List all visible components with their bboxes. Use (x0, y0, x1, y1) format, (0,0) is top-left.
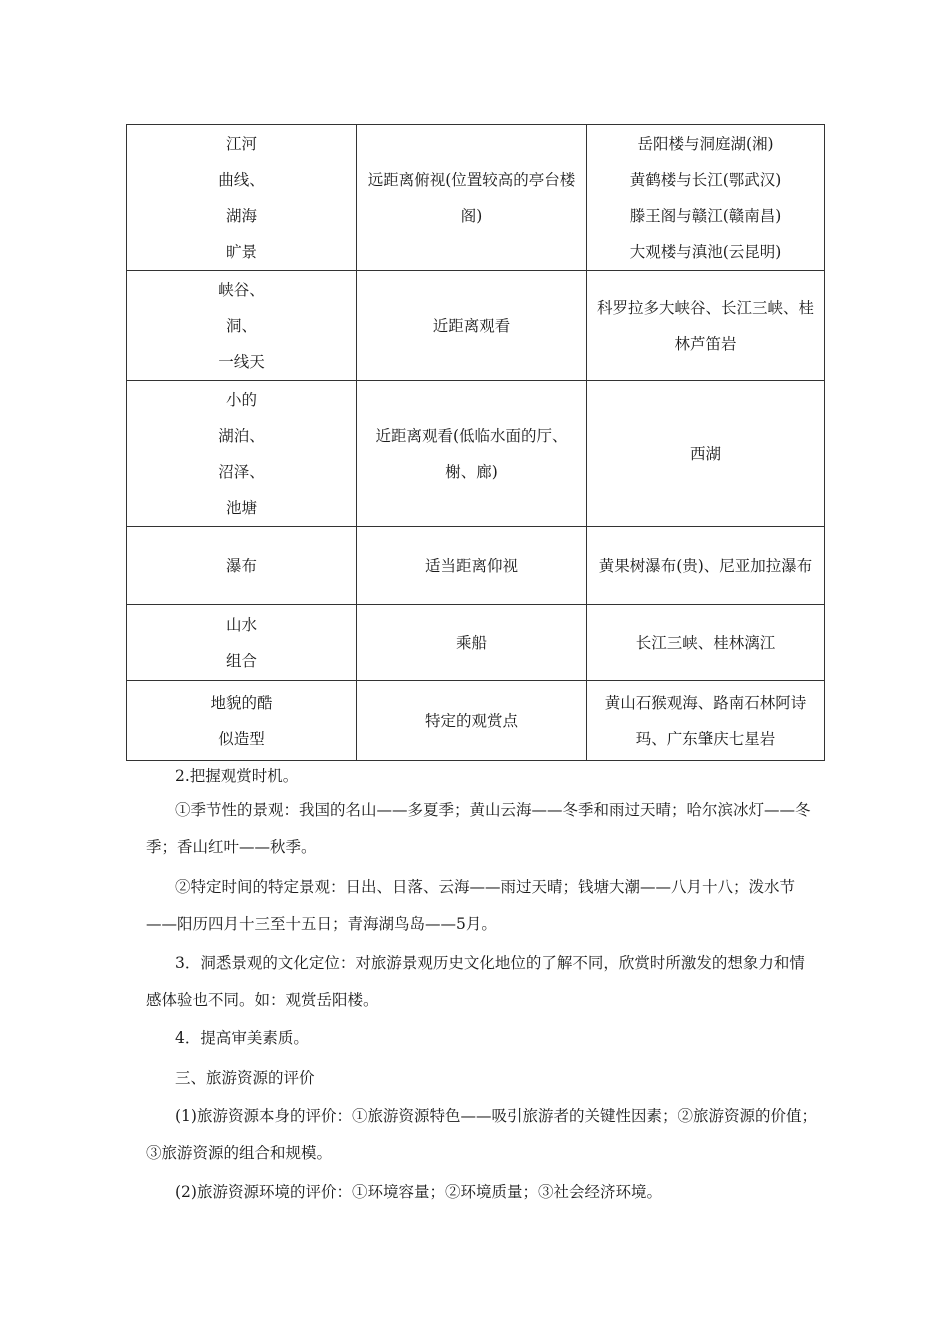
landscape-type-cell: 山水 组合 (127, 605, 357, 681)
landscape-type-cell: 峡谷、 洞、 一线天 (127, 271, 357, 381)
paragraph-resource-environment-evaluation: (2)旅游资源环境的评价：①环境容量；②环境质量；③社会经济环境。 (175, 1183, 662, 1201)
table-row (127, 271, 825, 381)
table-row (127, 527, 825, 605)
viewing-method-cell: 近距离观看 (357, 271, 587, 381)
example-cell: 黄山石猴观海、路南石林阿诗玛、广东肇庆七星岩 (587, 681, 825, 761)
viewing-method-cell: 乘船 (357, 605, 587, 681)
section-heading-viewing-time: 2.把握观赏时机。 (175, 767, 299, 785)
section-heading-resource-evaluation: 三、旅游资源的评价 (175, 1069, 315, 1087)
viewing-method-cell: 远距离俯视(位置较高的亭台楼阁) (357, 125, 587, 271)
viewing-method-cell: 特定的观赏点 (357, 681, 587, 761)
table-row (127, 605, 825, 681)
example-cell: 西湖 (587, 381, 825, 527)
example-cell: 长江三峡、桂林漓江 (587, 605, 825, 681)
paragraph-seasonal-scenery: ①季节性的景观：我国的名山——多夏季；黄山云海——冬季和雨过天晴；哈尔滨冰灯——冬季；香山红叶——秋季。 (146, 801, 811, 856)
example-cell: 岳阳楼与洞庭湖(湘) 黄鹤楼与长江(鄂武汉) 滕王阁与赣江(赣南昌) 大观楼与滇池(云昆明) (587, 125, 825, 271)
landscape-type-cell: 小的 湖泊、 沼泽、 池塘 (127, 381, 357, 527)
viewing-method-cell: 近距离观看(低临水面的厅、榭、廊) (357, 381, 587, 527)
paragraph-cultural-positioning: 3．洞悉景观的文化定位：对旅游景观历史文化地位的了解不同，欣赏时所激发的想象力和情感体验也不同。如：观赏岳阳楼。 (146, 954, 805, 1009)
paragraph-resource-self-evaluation: (1)旅游资源本身的评价：①旅游资源特色——吸引旅游者的关键性因素；②旅游资源的价值；③旅游资源的组合和规模。 (146, 1107, 817, 1162)
landscape-type-cell: 瀑布 (127, 527, 357, 605)
example-cell: 科罗拉多大峡谷、长江三峡、桂林芦笛岩 (587, 271, 825, 381)
paragraph-aesthetic-quality: 4．提高审美素质。 (175, 1029, 309, 1047)
paragraph-specific-time-scenery: ②特定时间的特定景观：日出、日落、云海——雨过天晴；钱塘大潮——八月十八；泼水节——阳历四月十三至十五日；青海湖鸟岛——5月。 (146, 878, 796, 933)
table-row (127, 125, 825, 271)
viewing-method-cell: 适当距离仰视 (357, 527, 587, 605)
table-row (127, 681, 825, 761)
scenery-viewing-table (126, 124, 825, 761)
example-cell: 黄果树瀑布(贵)、尼亚加拉瀑布 (587, 527, 825, 605)
landscape-type-cell: 江河 曲线、 湖海 旷景 (127, 125, 357, 271)
landscape-type-cell: 地貌的酷 似造型 (127, 681, 357, 761)
table-row (127, 381, 825, 527)
